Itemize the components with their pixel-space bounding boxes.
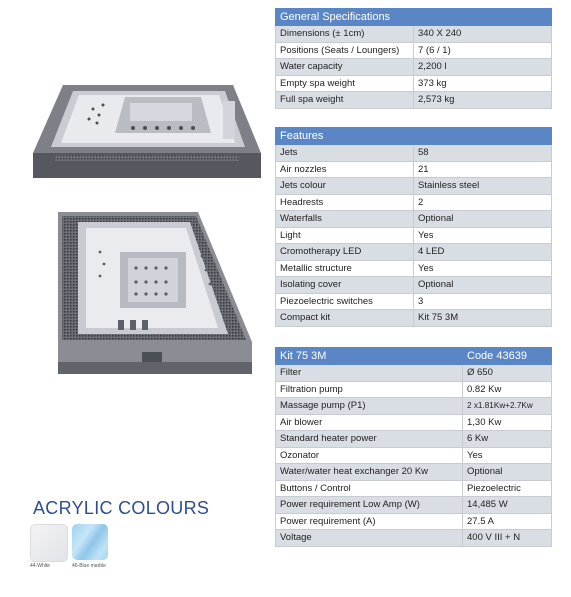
spec-label: Full spa weight <box>276 92 414 109</box>
spec-value: 2,573 kg <box>414 92 552 109</box>
table-row <box>276 244 552 261</box>
kit-label: Filter <box>276 365 463 382</box>
spa-top-view-image <box>33 83 261 178</box>
table-row <box>276 293 552 310</box>
table-row <box>276 431 552 448</box>
feature-value: 21 <box>414 161 552 178</box>
kit-value: 14,485 W <box>463 497 552 514</box>
kit-value: 2 x1.81Kw+2.7Kw <box>463 398 552 415</box>
spec-label: Dimensions (± 1cm) <box>276 26 414 43</box>
spec-value: 340 X 240 <box>414 26 552 43</box>
table-row <box>276 310 552 327</box>
feature-label: Light <box>276 227 414 244</box>
kit-value: Yes <box>463 447 552 464</box>
features-table <box>275 127 552 327</box>
feature-value: Optional <box>414 211 552 228</box>
colour-swatch-blue-marble <box>72 524 108 560</box>
spec-label: Positions (Seats / Loungers) <box>276 42 414 59</box>
table-row <box>276 260 552 277</box>
spec-label: Water capacity <box>276 59 414 76</box>
kit-label: Water/water heat exchanger 20 Kw <box>276 464 463 481</box>
table-row <box>276 145 552 162</box>
kit-value: Piezoelectric <box>463 480 552 497</box>
general-specifications-header: General Specifications <box>276 9 552 26</box>
swatch-label-white: 44-White <box>30 563 51 569</box>
table-row <box>276 92 552 109</box>
features-header: Features <box>276 128 552 145</box>
table-row <box>276 59 552 76</box>
feature-label: Jets <box>276 145 414 162</box>
feature-value: 2 <box>414 194 552 211</box>
table-row <box>276 447 552 464</box>
kit-table <box>275 347 552 547</box>
feature-value: Optional <box>414 277 552 294</box>
kit-label: Power requirement Low Amp (W) <box>276 497 463 514</box>
table-row <box>276 480 552 497</box>
kit-value: Ø 650 <box>463 365 552 382</box>
table-row <box>276 227 552 244</box>
kit-label: Standard heater power <box>276 431 463 448</box>
table-row <box>276 277 552 294</box>
feature-label: Metallic structure <box>276 260 414 277</box>
table-row <box>276 75 552 92</box>
kit-value: 1,30 Kw <box>463 414 552 431</box>
table-row <box>276 26 552 43</box>
feature-value: 3 <box>414 293 552 310</box>
table-row <box>276 161 552 178</box>
feature-label: Compact kit <box>276 310 414 327</box>
table-row <box>276 42 552 59</box>
table-row <box>276 211 552 228</box>
swatch-label-blue-marble: 46-Blue marble <box>72 563 106 569</box>
kit-label: Massage pump (P1) <box>276 398 463 415</box>
kit-label: Buttons / Control <box>276 480 463 497</box>
feature-label: Headrests <box>276 194 414 211</box>
kit-label: Air blower <box>276 414 463 431</box>
acrylic-colours-title: ACRYLIC COLOURS <box>33 498 210 518</box>
feature-label: Jets colour <box>276 178 414 195</box>
table-row <box>276 464 552 481</box>
table-row <box>276 381 552 398</box>
table-row <box>276 398 552 415</box>
feature-value: Kit 75 3M <box>414 310 552 327</box>
table-row <box>276 513 552 530</box>
table-row <box>276 530 552 547</box>
kit-label: Voltage <box>276 530 463 547</box>
general-specifications-table <box>275 8 552 109</box>
kit-header: Kit 75 3M <box>276 348 463 365</box>
feature-value: 4 LED <box>414 244 552 261</box>
feature-label: Air nozzles <box>276 161 414 178</box>
table-row <box>276 414 552 431</box>
table-row <box>276 194 552 211</box>
kit-code: Code 43639 <box>463 348 552 365</box>
spec-value: 373 kg <box>414 75 552 92</box>
kit-label: Power requirement (A) <box>276 513 463 530</box>
kit-label: Filtration pump <box>276 381 463 398</box>
kit-value: 27.5 A <box>463 513 552 530</box>
feature-label: Cromotherapy LED <box>276 244 414 261</box>
kit-value: 0.82 Kw <box>463 381 552 398</box>
kit-value: 400 V III + N <box>463 530 552 547</box>
table-row <box>276 497 552 514</box>
table-row <box>276 365 552 382</box>
feature-value: Yes <box>414 260 552 277</box>
spa-top-down-image <box>58 212 252 374</box>
feature-label: Piezoelectric switches <box>276 293 414 310</box>
feature-value: 58 <box>414 145 552 162</box>
kit-value: 6 Kw <box>463 431 552 448</box>
feature-value: Yes <box>414 227 552 244</box>
kit-label: Ozonator <box>276 447 463 464</box>
table-row <box>276 178 552 195</box>
colour-swatch-white <box>30 524 68 562</box>
feature-label: Isolating cover <box>276 277 414 294</box>
feature-value: Stainless steel <box>414 178 552 195</box>
spec-value: 2,200 l <box>414 59 552 76</box>
spec-value: 7 (6 / 1) <box>414 42 552 59</box>
feature-label: Waterfalls <box>276 211 414 228</box>
spec-label: Empty spa weight <box>276 75 414 92</box>
kit-value: Optional <box>463 464 552 481</box>
